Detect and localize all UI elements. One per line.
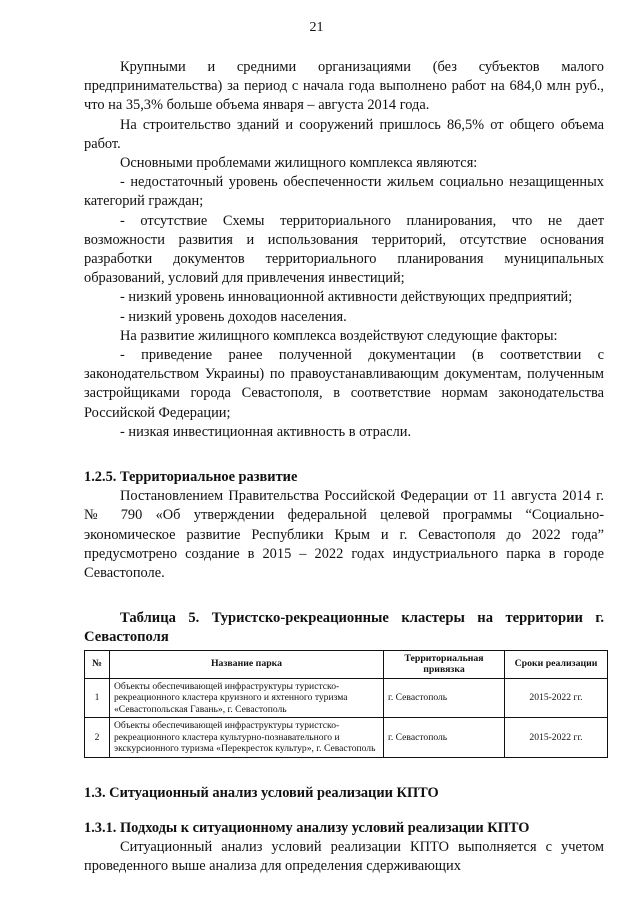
paragraph-factors-intro: На развитие жилищного комплекса воздействуют следующие факторы: xyxy=(120,327,558,344)
cell-number: 2 xyxy=(85,718,110,758)
column-header-number: № xyxy=(85,650,110,678)
subsection-heading-approaches: 1.3.1. Подходы к ситуационному анализу условий реализации КПТО xyxy=(84,819,530,836)
cell-number: 1 xyxy=(85,678,110,718)
table-row xyxy=(85,718,608,758)
list-item-problem: - отсутствие Схемы территориального планирования, что не дает возможности развития и использования территорий, отсутствие основания разработки документов территориального планирования муниципальных образований, условий для привлечения инвестиций; xyxy=(84,212,604,287)
column-header-park-name: Название парка xyxy=(110,650,384,678)
table-row xyxy=(85,678,608,718)
cell-term: 2015-2022 гг. xyxy=(505,678,608,718)
paragraph-problems-intro: Основными проблемами жилищного комплекса являются: xyxy=(120,155,478,172)
paragraph-approaches: Ситуационный анализ условий реализации КПТО выполняется с учетом проведенного выше анализа для определения сдерживающих xyxy=(84,839,604,875)
cell-location: г. Севастополь xyxy=(384,678,505,718)
section-heading-situational-analysis: 1.3. Ситуационный анализ условий реализации КПТО xyxy=(84,784,439,801)
paragraph-territorial-development: Постановлением Правительства Российской Федерации от 11 августа 2014 г. № 790 «Об утверждении федеральной целевой программы “Социально-экономическое развитие Республики Крым и г. Севастополя до 2022 года” предусмотрено создание в 2015 – 2022 годах индустриального парка в городе Севастополе. xyxy=(84,488,604,582)
paragraph-volume-of-work: Крупными и средними организациями (без субъектов малого предпринимательства) за период с начала года выполнено работ на 684,0 млн руб., что на 35,3% больше объема января – августа 2014 года. xyxy=(84,59,604,114)
list-item-problem: - низкий уровень доходов населения. xyxy=(120,308,347,325)
cell-term: 2015-2022 гг. xyxy=(505,718,608,758)
cell-park-name: Объекты обеспечивающей инфраструктуры туристско-рекреационного кластера круизного и яхтенного туризма «Севастопольская Гавань», г. Севастополь xyxy=(110,678,384,718)
list-item-problem: - недостаточный уровень обеспеченности жильем социально незащищенных категорий граждан; xyxy=(84,174,604,210)
paragraph-construction-share: На строительство зданий и сооружений пришлось 86,5% от общего объема работ. xyxy=(84,116,604,152)
table-header-row xyxy=(85,650,608,678)
page-number: 21 xyxy=(309,20,324,35)
cell-location: г. Севастополь xyxy=(384,718,505,758)
list-item-factor: - приведение ранее полученной документации (в соответствии с законодательством Украины) по правоустанавливающим документам, полученным застройщиками города Севастополя, в соответствие нормам законодательства Российской Федерации; xyxy=(84,347,604,421)
section-heading-territorial-development: 1.2.5. Территориальное развитие xyxy=(84,469,298,486)
column-header-location: Территориальная привязка xyxy=(384,650,505,678)
list-item-factor: - низкая инвестиционная активность в отрасли. xyxy=(120,423,412,440)
column-header-term: Сроки реализации xyxy=(505,650,608,678)
cell-park-name: Объекты обеспечивающей инфраструктуры туристско-рекреационного кластера культурно-познавательного и экскурсионного туризма «Перекресток культур», г. Севастополь xyxy=(110,718,384,758)
table-caption: Таблица 5. Туристско-рекреационные кластеры на территории г. Севастополя xyxy=(84,610,604,646)
document-body xyxy=(84,58,604,877)
clusters-table xyxy=(84,650,608,758)
list-item-problem: - низкий уровень инновационной активности действующих предприятий; xyxy=(120,289,573,306)
